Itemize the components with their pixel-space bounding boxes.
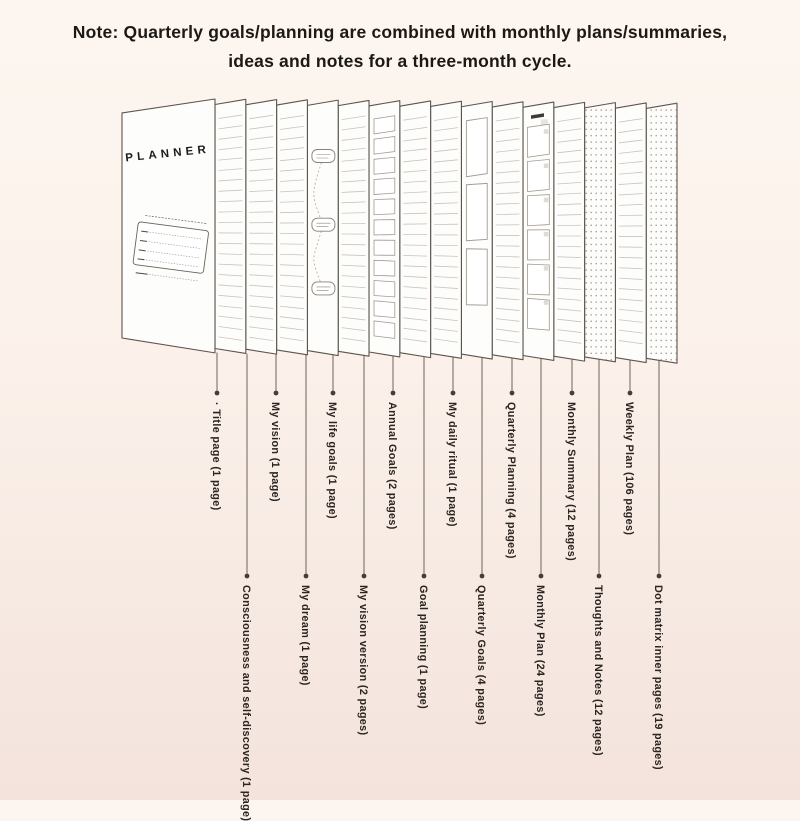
page-label-9: My daily ritual (1 page) bbox=[446, 402, 458, 527]
planner-page-16-dot-grid bbox=[646, 103, 677, 363]
page-label-4: My dream (1 page) bbox=[299, 585, 311, 686]
planner-page-9-ruled bbox=[431, 101, 462, 358]
page-label-10: Quarterly Goals (4 pages) bbox=[475, 585, 487, 725]
page-label-15: Weekly Plan (106 pages) bbox=[623, 402, 635, 535]
connector-dot-12 bbox=[539, 574, 544, 579]
page-label-13: Monthly Summary (12 pages) bbox=[565, 402, 577, 561]
connector-dot-11 bbox=[510, 391, 515, 396]
planner-page-8-ruled bbox=[400, 101, 431, 358]
page-label-14: Thoughts and Notes (12 pages) bbox=[592, 585, 604, 756]
page-label-2: Consciousness and self-discovery (1 page) bbox=[240, 585, 252, 821]
page-label-8: Goal planning (1 page) bbox=[417, 585, 429, 709]
page-label-1: · Title page (1 page) bbox=[210, 402, 222, 511]
connector-dot-9 bbox=[451, 391, 456, 396]
planner-page-2-ruled bbox=[215, 99, 246, 353]
planner-page-11-ruled bbox=[492, 102, 523, 360]
planner-page-12-weekday-boxes bbox=[523, 102, 554, 360]
page-label-11: Quarterly Planning (4 pages) bbox=[505, 402, 517, 559]
planner-page-14-dot-grid bbox=[585, 103, 616, 362]
page-label-6: My vision version (2 pages) bbox=[357, 585, 369, 735]
page-label-3: My vision (1 page) bbox=[269, 402, 281, 502]
cover-title: PLANNER bbox=[125, 144, 211, 165]
connector-dot-2 bbox=[245, 574, 250, 579]
connector-dot-15 bbox=[628, 391, 633, 396]
connector-dot-16 bbox=[657, 574, 662, 579]
planner-page-6-ruled bbox=[338, 100, 369, 356]
connector-dot-14 bbox=[597, 574, 602, 579]
planner-page-3-ruled bbox=[246, 100, 277, 355]
connector-dot-1 bbox=[215, 391, 220, 396]
planner-page-1-cover bbox=[122, 99, 215, 353]
planner-page-4-ruled bbox=[277, 100, 308, 355]
note-line-1: Note: Quarterly goals/planning are combined with monthly plans/summaries, bbox=[0, 18, 800, 47]
connector-dot-4 bbox=[304, 574, 309, 579]
page-label-16: Dot matrix inner pages (19 pages) bbox=[652, 585, 664, 770]
page-label-7: Annual Goals (2 pages) bbox=[386, 402, 398, 530]
page-label-12: Monthly Plan (24 pages) bbox=[534, 585, 546, 717]
connector-dot-13 bbox=[570, 391, 575, 396]
page-label-5: My life goals (1 page) bbox=[326, 402, 338, 519]
planner-page-7-stacked-boxes bbox=[369, 101, 400, 357]
connector-dot-5 bbox=[331, 391, 336, 396]
planner-page-13-ruled bbox=[554, 102, 585, 361]
connector-dot-8 bbox=[422, 574, 427, 579]
connector-dot-3 bbox=[274, 391, 279, 396]
connector-dot-6 bbox=[362, 574, 367, 579]
connector-dot-10 bbox=[480, 574, 485, 579]
planner-page-5-mindmap bbox=[307, 100, 338, 355]
planner-page-15-ruled bbox=[615, 103, 646, 363]
connector-dot-7 bbox=[391, 391, 396, 396]
note-line-2: ideas and notes for a three-month cycle. bbox=[0, 47, 800, 76]
planner-page-10-big-boxes bbox=[461, 102, 492, 360]
